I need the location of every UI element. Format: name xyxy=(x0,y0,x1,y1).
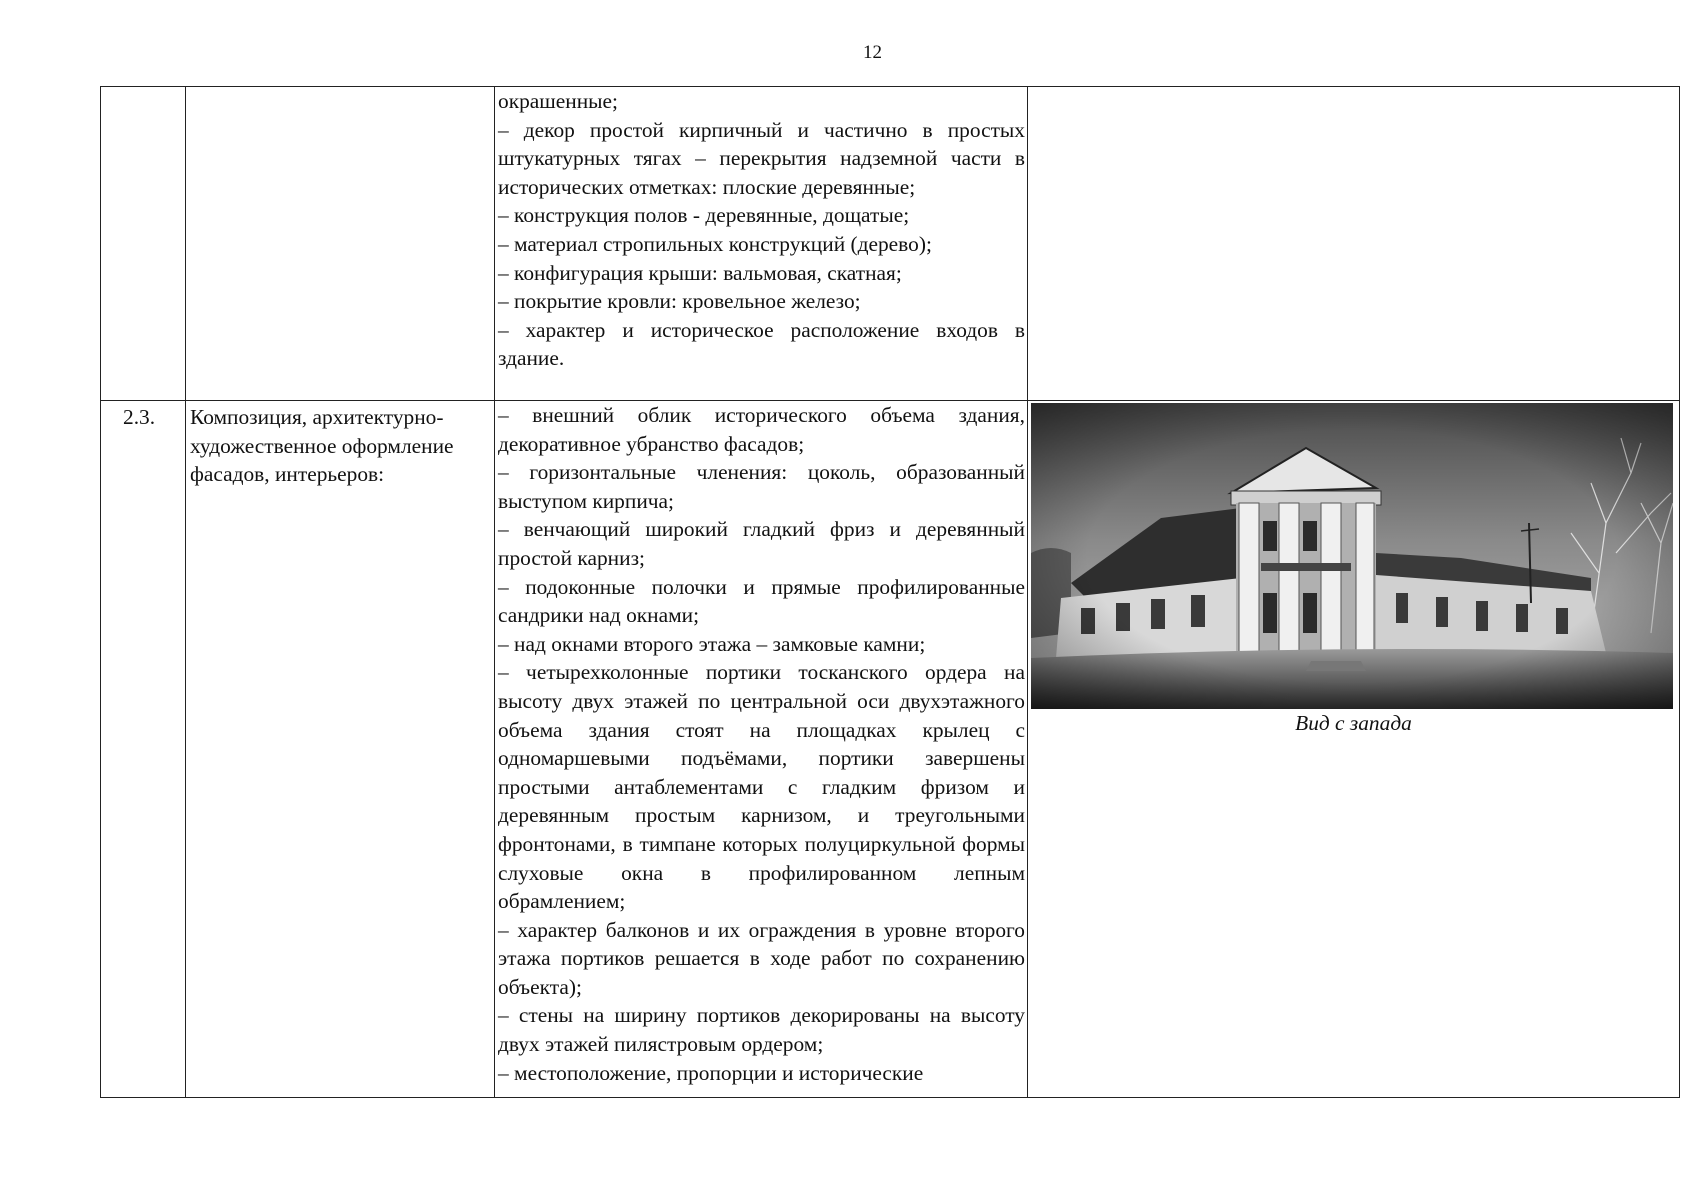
description-item: – венчающий широкий гладкий фриз и деревянный простой карниз; xyxy=(498,517,1025,570)
description-item: – стены на ширину портиков декорированы на высоту двух этажей пилястровым ордером; xyxy=(498,1003,1025,1057)
description-item: – покрытие кровли: кровельное железо; xyxy=(498,289,861,314)
description-item: – четырехколонные портики тосканского ордера на высоту двух этажей по центральной оси двухэтажного объема здания стоят на площадках крылец с одномаршевыми подъёмами, портики завершены простыми антаблементами с гладким фризом и деревянным простым карнизом, и треугольными фронтонами, в тимпане которых полуциркульной формы слуховые окна в профилированном лепным обрамлением; xyxy=(498,660,1025,914)
description-item: – характер и историческое расположение входов в здание. xyxy=(498,317,1025,371)
description-item: – материал стропильных конструкций (дерево); xyxy=(498,231,932,256)
building-photo xyxy=(1031,403,1673,709)
row-name xyxy=(186,87,494,89)
row-name-cell xyxy=(186,401,495,1098)
description-item: – характер балконов и их ограждения в уровне второго этажа портиков решается в ходе работ по сохранению объекта); xyxy=(498,917,1025,999)
description-item: – конструкция полов - деревянные, дощатые; xyxy=(498,203,910,228)
row-name: Композиция, архитектурно-художественное оформление фасадов, интерьеров: xyxy=(190,405,454,487)
description-list xyxy=(495,87,1027,373)
row-number: 2.3. xyxy=(123,405,156,429)
description-item: – декор простой кирпичный и частично в простых штукатурных тягах – перекрытия надземной части в исторических отметках: плоские деревянные; xyxy=(498,117,1025,199)
row-name-cell xyxy=(186,87,495,401)
row-number-cell xyxy=(101,87,186,401)
description-item: – над окнами второго этажа – замковые камни; xyxy=(498,631,926,656)
monument-subject-table xyxy=(100,86,1680,1098)
description-item: – конфигурация крыши: вальмовая, скатная; xyxy=(498,260,902,285)
description-list xyxy=(495,401,1027,1087)
description-item: – местоположение, пропорции и исторические xyxy=(498,1060,924,1085)
table-row xyxy=(101,401,1680,1098)
description-item: – подоконные полочки и прямые профилированные сандрики над окнами; xyxy=(498,574,1025,628)
description-item: окрашенные; xyxy=(498,89,618,113)
table-row xyxy=(101,87,1680,401)
description-item: – внешний облик исторического объема здания, декоративное убранство фасадов; xyxy=(498,403,1025,456)
row-number xyxy=(101,87,185,89)
row-description-cell xyxy=(495,87,1028,401)
row-image-cell xyxy=(1028,87,1680,401)
photo-caption: Вид с запада xyxy=(1295,711,1412,735)
row-image-cell xyxy=(1028,401,1680,1098)
description-item: – горизонтальные членения: цоколь, образованный выступом кирпича; xyxy=(498,460,1025,513)
row-description-cell xyxy=(495,401,1028,1098)
row-number-cell xyxy=(101,401,186,1098)
page-number: 12 xyxy=(863,42,882,63)
